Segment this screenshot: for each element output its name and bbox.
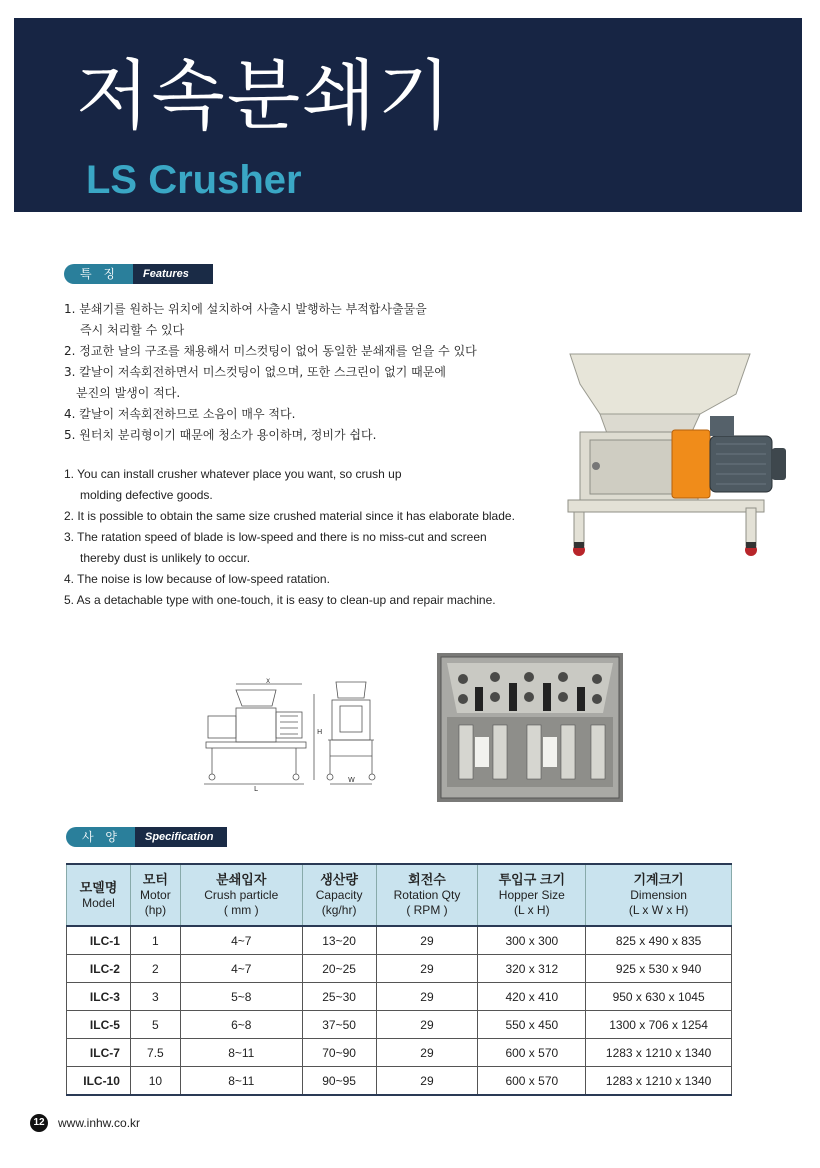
cell-motor: 1 bbox=[130, 926, 180, 955]
dim-label-x: X bbox=[266, 678, 271, 685]
cell-dimension: 925 x 530 x 940 bbox=[586, 955, 732, 983]
feature-en-line: molding defective goods. bbox=[80, 488, 213, 502]
cell-motor: 5 bbox=[130, 1011, 180, 1039]
cell-crush: 6~8 bbox=[180, 1011, 302, 1039]
cell-hopper: 600 x 570 bbox=[478, 1039, 586, 1067]
table-row bbox=[67, 1067, 732, 1096]
cell-capacity: 20~25 bbox=[302, 955, 376, 983]
cell-model: ILC-5 bbox=[67, 1011, 131, 1039]
feature-ko-line: 5. 원터치 분리형이기 때문에 청소가 용이하며, 정비가 쉽다. bbox=[64, 428, 377, 442]
cell-motor: 3 bbox=[130, 983, 180, 1011]
table-row bbox=[67, 955, 732, 983]
feature-en-line: 2. It is possible to obtain the same size crushed material since it has elaborate blade. bbox=[64, 509, 515, 523]
features-list-english bbox=[64, 464, 515, 611]
cell-crush: 5~8 bbox=[180, 983, 302, 1011]
dim-label-l: L bbox=[254, 785, 258, 792]
cell-hopper: 550 x 450 bbox=[478, 1011, 586, 1039]
feature-en-line: thereby dust is unlikely to occur. bbox=[80, 551, 251, 565]
spec-badge bbox=[66, 827, 227, 847]
header-dimension: 기계크기 Dimension (L x W x H) bbox=[586, 864, 732, 926]
crusher-machine-photo bbox=[560, 344, 792, 558]
feature-en-line: 3. The ratation speed of blade is low-speed and there is no miss-cut and screen bbox=[64, 530, 487, 544]
cell-crush: 8~11 bbox=[180, 1067, 302, 1096]
cell-hopper: 420 x 410 bbox=[478, 983, 586, 1011]
crusher-blades-photo bbox=[437, 653, 623, 802]
feature-ko-line: 즉시 처리할 수 있다 bbox=[80, 323, 185, 337]
cell-rpm: 29 bbox=[376, 1067, 478, 1096]
cell-crush: 8~11 bbox=[180, 1039, 302, 1067]
cell-capacity: 13~20 bbox=[302, 926, 376, 955]
page-footer bbox=[30, 1114, 140, 1132]
cell-capacity: 25~30 bbox=[302, 983, 376, 1011]
website-link[interactable]: www.inhw.co.kr bbox=[58, 1116, 141, 1130]
title-english: LS Crusher bbox=[86, 158, 302, 202]
cell-model: ILC-10 bbox=[67, 1067, 131, 1096]
cell-motor: 7.5 bbox=[130, 1039, 180, 1067]
features-badge-en: Features bbox=[133, 264, 213, 284]
header-banner bbox=[14, 18, 802, 212]
table-row bbox=[67, 983, 732, 1011]
cell-crush: 4~7 bbox=[180, 955, 302, 983]
cell-motor: 10 bbox=[130, 1067, 180, 1096]
header-motor: 모터 Motor (hp) bbox=[130, 864, 180, 926]
feature-ko-line: 분진의 발생이 적다. bbox=[76, 386, 181, 400]
cell-rpm: 29 bbox=[376, 983, 478, 1011]
title-korean: 저속분쇄기 bbox=[76, 51, 454, 140]
feature-ko-line: 2. 정교한 날의 구조를 채용해서 미스컷팅이 없어 동일한 분쇄재를 얻을 수 있다 bbox=[64, 344, 477, 358]
header-crush-particle: 분쇄입자 Crush particle ( mm ) bbox=[180, 864, 302, 926]
cell-model: ILC-1 bbox=[67, 926, 131, 955]
cell-dimension: 1300 x 706 x 1254 bbox=[586, 1011, 732, 1039]
cell-capacity: 37~50 bbox=[302, 1011, 376, 1039]
dim-label-h: H bbox=[317, 728, 323, 736]
cell-capacity: 70~90 bbox=[302, 1039, 376, 1067]
cell-hopper: 300 x 300 bbox=[478, 926, 586, 955]
cell-rpm: 29 bbox=[376, 955, 478, 983]
header-rotation: 회전수 Rotation Qty ( RPM ) bbox=[376, 864, 478, 926]
spec-table bbox=[66, 863, 732, 1096]
feature-ko-line: 3. 칼날이 저속회전하면서 미스컷팅이 없으며, 또한 스크린이 없기 때문에 bbox=[64, 365, 446, 379]
feature-en-line: 1. You can install crusher whatever place you want, so crush up bbox=[64, 467, 402, 481]
header-hopper-size: 투입구 크기 Hopper Size (L x H) bbox=[478, 864, 586, 926]
cell-capacity: 90~95 bbox=[302, 1067, 376, 1096]
cell-rpm: 29 bbox=[376, 1011, 478, 1039]
feature-ko-line: 4. 칼날이 저속회전하므로 소음이 매우 적다. bbox=[64, 407, 296, 421]
page-number: 12 bbox=[30, 1114, 48, 1132]
features-badge-ko: 특 징 bbox=[64, 264, 133, 284]
spec-header-row bbox=[67, 864, 732, 926]
feature-ko-line: 1. 분쇄기를 원하는 위치에 설치하여 사출시 발행하는 부적합사출물을 bbox=[64, 302, 427, 316]
cell-crush: 4~7 bbox=[180, 926, 302, 955]
cell-dimension: 1283 x 1210 x 1340 bbox=[586, 1067, 732, 1096]
cell-dimension: 825 x 490 x 835 bbox=[586, 926, 732, 955]
cell-dimension: 950 x 630 x 1045 bbox=[586, 983, 732, 1011]
dimension-drawing bbox=[196, 676, 386, 792]
cell-hopper: 320 x 312 bbox=[478, 955, 586, 983]
cell-model: ILC-7 bbox=[67, 1039, 131, 1067]
header-model: 모델명 Model bbox=[67, 864, 131, 926]
cell-dimension: 1283 x 1210 x 1340 bbox=[586, 1039, 732, 1067]
feature-en-line: 5. As a detachable type with one-touch, it is easy to clean-up and repair machine. bbox=[64, 593, 496, 607]
header-capacity: 생산량 Capacity (kg/hr) bbox=[302, 864, 376, 926]
spec-badge-en: Specification bbox=[135, 827, 227, 847]
cell-rpm: 29 bbox=[376, 1039, 478, 1067]
cell-rpm: 29 bbox=[376, 926, 478, 955]
features-badge bbox=[64, 264, 213, 284]
cell-model: ILC-2 bbox=[67, 955, 131, 983]
features-list-korean bbox=[64, 299, 477, 446]
table-row bbox=[67, 926, 732, 955]
cell-model: ILC-3 bbox=[67, 983, 131, 1011]
feature-en-line: 4. The noise is low because of low-speed ratation. bbox=[64, 572, 330, 586]
dim-label-w: W bbox=[348, 776, 355, 784]
cell-hopper: 600 x 570 bbox=[478, 1067, 586, 1096]
table-row bbox=[67, 1039, 732, 1067]
spec-badge-ko: 사 양 bbox=[66, 827, 135, 847]
table-row bbox=[67, 1011, 732, 1039]
cell-motor: 2 bbox=[130, 955, 180, 983]
